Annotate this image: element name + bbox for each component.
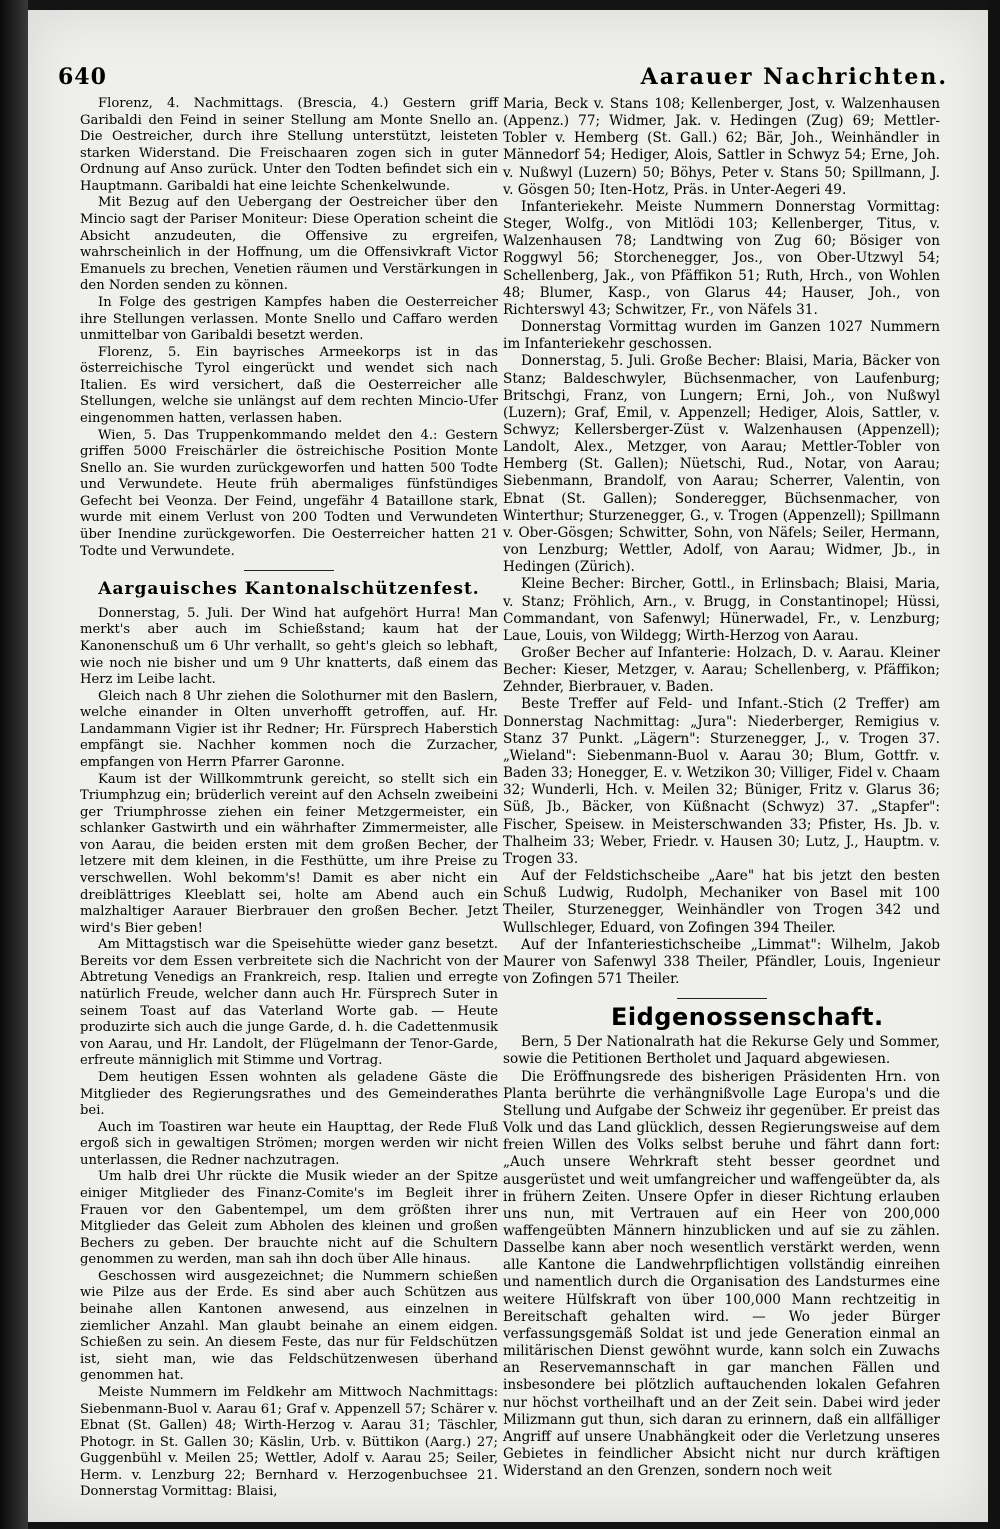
page-header: [58, 64, 948, 96]
article-paragraph: Die Eröffnungsrede des bisherigen Präsidenten Hrn. von Planta berührte die verhängnißvolle Lage Europa's und die Stellung und Aufgabe der Schweiz ihr gegenüber. Er preist das Volk und das Land glücklich, dessen Regierungsweise auf dem freien Willen des Volks selbst beruhe und fährt dann fort: „Auch unsere Wehrkraft steht besser geordnet und ausgerüstet und weit umfangreicher und waffengeübter da, als in frühern Zeiten. Unsere Opfer in dieser Richtung erlauben uns nun, mit Vertrauen auf ein Heer von 200,000 waffengeübten Männern hinzublicken und auf sie zu zählen. Dasselbe kann aber noch wesentlich verstärkt werden, wenn alle Kantone die Landwehrpflichtigen vollständig einreihen und namentlich durch die Organisation des Landsturmes eine weitere Hülfskraft von über 100,000 Mann rechtzeitig in Bereitschaft gehalten wird. — Wo jeder Bürger verfassungsgemäß Soldat ist und jede Generation einmal an militärischen Dienst gewöhnt wurde, kann solch ein Zuwachs an Reservemannschaft in gar manchen Fällen und insbesondere bei plötzlich auftauchenden lokalen Gefahren nur höchst vortheilhaft und an der Zeit sein. Dabei wird jeder Milizmann gut thun, sich daran zu erinnern, daß ein allfälliger Angriff auf unsere Unabhängkeit oder die Verletzung unseres Gebietes in feindlicher Absicht nicht nur durch kräftigen Widerstand an den Grenzen, sondern noch weit: [503, 1068, 941, 1480]
article-paragraph: Bern, 5 Der Nationalrath hat die Rekurse Gely und Sommer, sowie die Petitionen Bertholet und Jaquard abgewiesen.: [503, 1034, 940, 1068]
article-paragraph: Kleine Becher: Bircher, Gottl., in Erlinsbach; Blaisi, Maria, v. Stanz; Fröhlich, Arn., v. Brugg, in Constantinopel; Hüssi, Commandant, von Safenwyl; Hünerwadel, Fr., v. Lenzburg; Laue, Louis, von Wildegg; Wirth-Herzog von Aarau.: [503, 576, 940, 644]
article-paragraph: Mit Bezug auf den Uebergang der Oestreicher über den Mincio sagt der Pariser Moniteur: Diese Operation scheint die Absicht anzudeuten, die Offensive zu ergreifen, wahrscheinlich in der Hoffnung, um die Offensivkraft Victor Emanuels zu brechen, Venetien räumen und Verstärkungen in den Norden senden zu können.: [80, 195, 498, 294]
section-heading: Aargauisches Kantonalschützenfest.: [98, 579, 480, 600]
article-paragraph: Gleich nach 8 Uhr ziehen die Solothurner mit den Baslern, welche einander in Olten unverhofft getroffen, auf. Hr. Landammann Vigier ist ihr Redner; Hr. Fürsprech Haberstich empfängt sie. Nachher kommen noch die Zurzacher, empfangen von Herrn Pfarrer Garonne.: [80, 688, 498, 770]
masthead-title: Aarauer Nachrichten.: [640, 64, 948, 90]
page-number: 640: [58, 64, 107, 90]
article-paragraph: Auch im Toastiren war heute ein Haupttag, der Rede Fluß ergoß sich in gewaltigen Strömen; morgen werden wir nicht unterlassen, die Redner nachzutragen.: [80, 1119, 498, 1168]
article-paragraph: In Folge des gestrigen Kampfes haben die Oesterreicher ihre Stellungen verlassen. Monte Snello und Caffaro werden unmittelbar von Garibaldi besetzt werden.: [80, 294, 498, 344]
scan-left-edge: [0, 0, 28, 1529]
article-paragraph: Am Mittagstisch war die Speisehütte wieder ganz besetzt. Bereits vor dem Essen verbreitete sich die Nachricht von der Abtretung Venedigs an Frankreich, resp. Italien und erregte natürlich Freude, welcher dann auch Hr. Fürsprech Suter in seinem Toast auf das Vaterland Worte gab. — Heute produzirte sich auch die junge Garde, d. h. die Cadettenmusik von Aarau, und Hr. Landolt, der Flügelmann der Tenor-Garde, erfreute männiglich mit Stimme und Vortrag.: [80, 937, 498, 1069]
article-paragraph: Geschossen wird ausgezeichnet; die Nummern schießen wie Pilze aus der Erde. Es sind aber auch Schützen aus beinahe allen Kantonen anwesend, aus einzelnen in ziemlicher Anzahl. Man glaubt beinahe an einem eidgen. Schießen zu sein. An diesem Feste, das nur für Feldschützen ist, sieht man, wie das Feldschützenwesen überhand genommen hat.: [80, 1268, 498, 1384]
article-paragraph: Donnerstag Vormittag wurden im Ganzen 1027 Nummern im Infanteriekehr geschossen.: [503, 319, 940, 353]
article-paragraph: Infanteriekehr. Meiste Nummern Donnerstag Vormittag: Steger, Wolfg., von Mitlödi 103; Kellenberger, Titus, v. Walzenhausen 78; Landtwing von Zug 60; Bösiger von Roggwyl 56; Storchenegger, Jos., von Ober-Utzwyl 54; Schellenberg, Jak., von Pfäffikon 51; Ruth, Hrch., von Wohlen 48; Blumer, Kasp., von Glarus 44; Hauser, Joh., von Richterswyl 43; Schwitzer, Fr., von Näfels 31.: [503, 198, 940, 318]
article-paragraph: Wien, 5. Das Truppenkommando meldet den 4.: Gestern griffen 5000 Freischärler die östreichische Position Monte Snello an. Sie wurden zurückgeworfen und hatten 500 Todte und Verwundete. Heute früh abermaliges fünfstündiges Gefecht bei Veonza. Der Feind, ungefähr 4 Bataillone stark, wurde mit einem Verlust von 200 Todten und Verwundeten über Inendine zurückgeworfen. Die Oesterreicher hatten 21 Todte und Verwundete.: [80, 427, 498, 559]
section-divider: [677, 998, 767, 999]
section-heading: Eidgenossenschaft.: [611, 1003, 884, 1032]
article-paragraph: Auf der Feldstichscheibe „Aare" hat bis jetzt den besten Schuß Ludwig, Rudolph, Mechaniker von Basel mit 100 Theiler, Sturzenegger, Weinhändler von Trogen 342 und Wullschleger, Eduard, von Zofingen 394 Theiler.: [503, 868, 940, 936]
article-paragraph: Maria, Beck v. Stans 108; Kellenberger, Jost, v. Walzenhausen (Appenz.) 77; Widmer, Jak. v. Hedingen (Zug) 69; Mettler-Tobler v. Hemberg (St. Gall.) 62; Bär, Joh., Weinhändler in Männedorf 54; Hediger, Alois, Sattler in Schwyz 54; Erne, Joh. v. Nußwyl (Luzern) 50; Böhys, Peter v. Stans 50; Spillmann, J. v. Gösgen 50; Iten-Hotz, Präs. in Unter-Aegeri 49.: [503, 96, 940, 198]
right-column: [503, 96, 940, 1480]
scan-right-edge: [988, 0, 1000, 1529]
article-paragraph: Meiste Nummern im Feldkehr am Mittwoch Nachmittags: Siebenmann-Buol v. Aarau 61; Graf v. Appenzell 57; Schärer v. Ebnat (St. Gallen) 48; Wirth-Herzog v. Aarau 31; Täschler, Photogr. in St. Gallen 30; Käslin, Urb. v. Büttikon (Aarg.) 27; Guggenbühl v. Meilen 25; Wettler, Adolf v. Aarau 25; Seiler, Herm. v. Lenzburg 22; Bernhard v. Herzogenbuchsee 21. Donnerstag Vormittag: Blaisi,: [80, 1384, 498, 1500]
article-paragraph: Donnerstag, 5. Juli. Große Becher: Blaisi, Maria, Bäcker von Stanz; Baldeschwyler, Büchsenmacher, von Laufenburg; Britschgi, Franz, von Lungern; Erni, Joh., von Nußwyl (Luzern); Graf, Emil, v. Appenzell; Hediger, Alois, Sattler, v. Schwyz; Kellersberger-Züst v. Walzenhausen (Appenzell); Landolt, Alex., Metzger, von Aarau; Mettler-Tobler von Hemberg (St. Gallen); Nüetschi, Rud., Notar, von Aarau; Siebenmann, Brandolf, von Aarau; Scherrer, Valentin, von Ebnat (St. Gallen); Sonderegger, Büchsenmacher, von Winterthur; Sturzenegger, G., v. Trogen (Appenzell); Spillmann v. Ober-Gösgen; Schwitter, Sohn, von Näfels; Seiler, Hermann, von Lenzburg; Wettler, Adolf, von Aarau; Widmer, Jb., in Hedingen (Zürich).: [503, 353, 940, 576]
article-paragraph: Um halb drei Uhr rückte die Musik wieder an der Spitze einiger Mitglieder des Finanz-Comite's im Begleit ihrer Frauen vor den Gabentempel, um dem größten ihrer Mitglieder das Geleit zum Abholen des kleinen und großen Bechers zu geben. Der brauchte nicht auf die Schultern genommen zu werden, man sah ihn doch über Alle hinaus.: [80, 1169, 498, 1268]
article-paragraph: Donnerstag, 5. Juli. Der Wind hat aufgehört Hurra! Man merkt's aber auch im Schießstand; kaum hat der Kanonenschuß um 6 Uhr verhallt, so geht's gleich so lebhaft, wie noch nie bisher und um 9 Uhr knatterts, daß einem das Herz im Leibe lacht.: [80, 605, 498, 688]
section-divider: [244, 570, 334, 571]
article-paragraph: Florenz, 4. Nachmittags. (Brescia, 4.) Gestern griff Garibaldi den Feind in seiner Stellung am Monte Snello an. Die Oestreicher, durch ihre Stellung unterstützt, leisteten starken Widerstand. Die Freischaaren zogen sich in guter Ordnung auf Anso zurück. Unter den Todten befindet sich ein Hauptmann. Garibaldi hat eine leichte Schenkelwunde.: [80, 96, 498, 194]
article-paragraph: Kaum ist der Willkommtrunk gereicht, so stellt sich ein Triumphzug ein; brüderlich vereint auf den Achseln zweibeini ger Triumphrosse ziehen ein feiner Metzgermeister, ein schlanker Gastwirth und ein währhafter Zimmermeister, alle von Aarau, die beiden ersten mit dem großen Becher, der letzere mit dem kleinen, in die Festhütte, um ihre Preise zu verschwellen. Wohl bekomm's! Damit es aber nicht ein dreiblättriges Kleeblatt sei, holte am Abend auch ein malzhaltiger Aarauer Bierbrauer den großen Becher. Jetzt wird's Bier geben!: [80, 771, 498, 936]
left-column: [80, 96, 498, 1501]
article-paragraph: Dem heutigen Essen wohnten als geladene Gäste die Mitglieder des Regierungsrathes und des Gemeinderathes bei.: [80, 1069, 498, 1119]
article-paragraph: Florenz, 5. Ein bayrisches Armeekorps ist in das österreichische Tyrol eingerückt und wendet sich nach Italien. Es wird versichert, daß die Oesterreicher alle Stellungen, welche sie unlängst auf dem rechten Mincio-Ufer eingenommen hatten, verlassen haben.: [80, 344, 498, 426]
article-paragraph: Großer Becher auf Infanterie: Holzach, D. v. Aarau. Kleiner Becher: Kieser, Metzger, v. Aarau; Schellenberg, v. Pfäffikon; Zehnder, Bierbrauer, v. Baden.: [503, 645, 940, 696]
article-paragraph: Beste Treffer auf Feld- und Infant.-Stich (2 Treffer) am Donnerstag Nachmittag: „Jura": Niederberger, Remigius v. Stanz 37 Punkt. „Lägern": Sturzenegger, J., v. Trogen 37. „Wieland": Siebenmann-Buol v. Aarau 30; Blum, Gottfr. v. Baden 33; Honegger, E. v. Wetzikon 30; Villiger, Fidel v. Chaam 32; Wunderli, Hch. v. Meilen 32; Büniger, Fritz v. Glarus 36; Süß, Jb., Bäcker, von Küßnacht (Schwyz) 37. „Stapfer": Fischer, Speisew. in Meisterschwanden 33; Pfister, Hs. Jb. v. Thalheim 33; Weber, Friedr. v. Hausen 30; Lutz, J., Hauptm. v. Trogen 33.: [503, 696, 940, 867]
article-paragraph: Auf der Infanteriestichscheibe „Limmat": Wilhelm, Jakob Maurer von Safenwyl 338 Theiler, Pfändler, Louis, Ingenieur von Zofingen 571 Theiler.: [503, 936, 940, 987]
